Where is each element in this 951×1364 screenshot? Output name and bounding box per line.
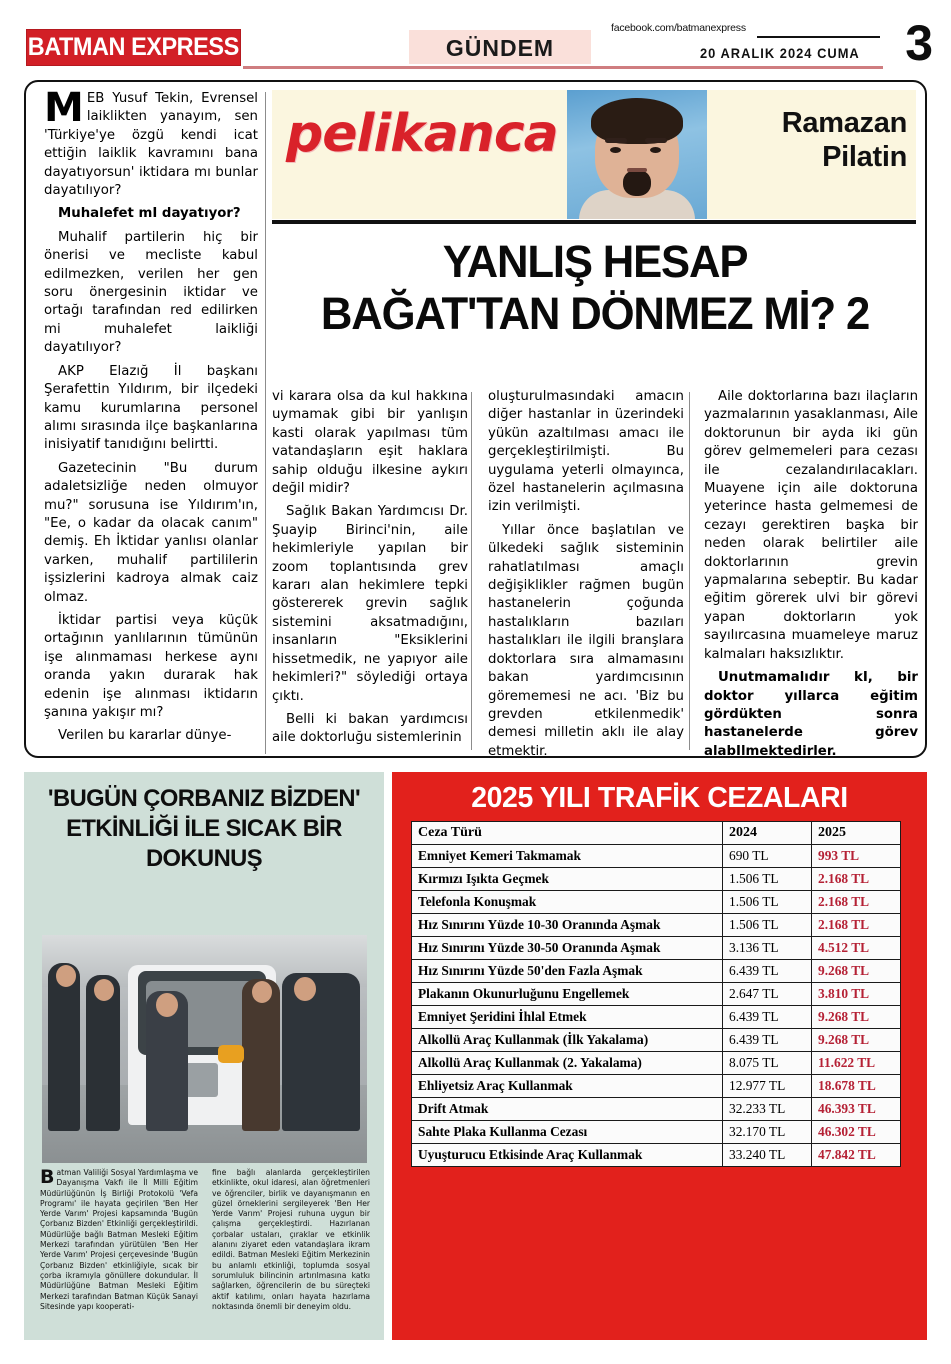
article-body-column-3 (704, 388, 918, 759)
table-row (412, 1075, 901, 1098)
fine-2025-cell: 46.393 TL (812, 1098, 901, 1121)
story-photo-person (48, 963, 80, 1131)
fine-2025-cell: 4.512 TL (812, 937, 901, 960)
article-paragraph: Aile doktorlarına bazı ilaçların yazmalarının yasaklanması, Aile doktorunun bir ayda iki gün görev gelmemeleri para cezası ile cezalandırılacakları. Muayene için aile doktoruna yeterince hasta gelmemesi de cezayı gerektiren başka bir neden olarak belirtiler aile doktorlarının grevin yapmalarına sebeptir. Bu kadar eğitim görerek ulvi bir görevi yapan doktorların yok sayılırcasına muameleye maruz kalmaları haksızlıktır. (704, 389, 918, 662)
fine-2025-cell: 46.302 TL (812, 1121, 901, 1144)
table-header-2025: 2025 (812, 822, 901, 845)
story-caption-column-2 (212, 1168, 370, 1312)
table-row (412, 983, 901, 1006)
caption-dropcap: B (40, 1166, 55, 1188)
table-row (412, 960, 901, 983)
fine-type-cell: Telefonla Konuşmak (412, 891, 723, 914)
fine-type-cell: Hız Sınırını Yüzde 50'den Fazla Aşmak (412, 960, 723, 983)
column-brand-logo: pelikanca (286, 104, 558, 164)
fine-2025-cell: 2.168 TL (812, 914, 901, 937)
fine-2024-cell: 2.647 TL (723, 983, 812, 1006)
table-row (412, 1052, 901, 1075)
fine-2024-cell: 1.506 TL (723, 868, 812, 891)
author-last-name: Pilatin (822, 141, 907, 173)
author-photo-hair (591, 98, 683, 144)
author-name (712, 106, 907, 174)
table-header-row (412, 822, 901, 845)
fine-type-cell: Alkollü Araç Kullanmak (İlk Yakalama) (412, 1029, 723, 1052)
fine-2025-cell: 9.268 TL (812, 1029, 901, 1052)
author-photo-brow-left (605, 138, 627, 143)
article-paragraph: Belli ki bakan yardımcısı aile doktorluğu sistemlerinin (272, 711, 468, 746)
fine-2025-cell: 2.168 TL (812, 891, 901, 914)
opinion-paragraph: Gazetecinin "Bu durum adaletsizliğe neden olmuyor mu?" sorusuna ise Yıldırım'ın, "Ee, o kadar da olacak canım" demiş. Eh İktidar yanlısı olanlar varken, muhalif partililerin işsizlerini kadroya almak caiz olmaz. (44, 460, 258, 605)
banner-underline (272, 220, 916, 224)
caption-text: atman Valiliği Sosyal Yardımlaşma ve Dayanışma Vakfı ile İl Milli Eğitim Müdürlüğünün İş Birliği Protokolü 'Vefa Programı' ile hayata geçirilen 'Ben Her Yerde Varım' Projesi kapsamında 'Bugün Çorbanız Bizden' Etkinliği gerçekleştirildi. Müdürlüğe bağlı Batman Mesleki Eğitim Merkezi tarafından yürütülen 'Ben Her Yerde Varım' Projesi çerçevesinde 'Bugün Çorbanız Bizden' etkinliğiyle, sıcak bir çorba ikramıyla gönüllere dokundular. İl Müdürlüğüne Batman Mesleki Eğitim Merkezi tarafından Batman Küçük Sanayi Sitesinde yapı kooperati- (40, 1168, 198, 1311)
traffic-fines-table (411, 821, 901, 1167)
fine-2025-cell: 2.168 TL (812, 868, 901, 891)
fine-type-cell: Alkollü Araç Kullanmak (2. Yakalama) (412, 1052, 723, 1075)
author-photo-mouth (627, 168, 647, 172)
article-body (272, 388, 918, 759)
story-photo-soup-pot (184, 1063, 218, 1097)
table-row (412, 1006, 901, 1029)
story-photo-person-head (252, 981, 272, 1003)
story-caption (40, 1168, 370, 1312)
article-headline (282, 236, 909, 340)
table-row (412, 1098, 901, 1121)
story-photo-person (282, 973, 360, 1131)
opinion-paragraph: Muhalif partilerin hiç bir önerisi ve mecliste kabul edilmezken, verilen her gen soru önergesinin iktidar ve ortağı tarafından red edilirken mi muhalefet laikliği dayatılıyor? (44, 229, 258, 356)
fine-2025-cell: 47.842 TL (812, 1144, 901, 1167)
author-first-name: Ramazan (781, 107, 907, 139)
fine-2024-cell: 32.170 TL (723, 1121, 812, 1144)
fine-2024-cell: 12.977 TL (723, 1075, 812, 1098)
page-masthead (0, 0, 951, 80)
fine-2025-cell: 9.268 TL (812, 1006, 901, 1029)
story-caption-column-1 (40, 1168, 198, 1312)
story-photo-person-head (294, 977, 316, 1001)
article-paragraph: Yıllar önce başlatılan ve ülkedeki sağlık sisteminin rahatlatılması amaçlı değişiklikler rağmen bugün hastanelerin çoğunda hastalıkların bazıları hastalıkları ile ilgili branşlara doktorlara sıra almamasını bakan yardımcısının görememesi ne acı. 'Biz bu grevden etkilenmedik' demesi milletin aklı ile alay etmektir. (488, 522, 684, 759)
fine-2024-cell: 32.233 TL (723, 1098, 812, 1121)
caption-text: fine bağlı alanlarda gerçekleştirilen etkinlikte, okul idaresi, alan öğretmenleri ve öğrenciler, birlik ve dayanışmanın en güzel örneklerini sergileyerek 'Ben Her Yerde Varım' Projesi ruhuna uygun bir çalışma gerçekleştirdi. Hazırlanan çorbalar ustaları, çıraklar ve etkinlik alanını ziyaret eden vatandaşlara ikram edildi. Batman Mesleki Eğitim Merkezinin bu anlamlı etkinliği, toplumda sosyal sorumluluk bilincinin artırılmasına katkı sağlarken, öğrencilerin de bu süreçteki aktif katılımı, onları hayata hazırlama noktasında önemli bir deneyim oldu. (212, 1168, 370, 1311)
publication-date: 20 ARALIK 2024 CUMA (700, 45, 860, 61)
column-divider-1 (265, 92, 266, 754)
opinion-paragraph: EB Yusuf Tekin, Evrensel laiklikten yanayım, sen 'Türkiye'ye özgü kendi icat ettiğin laiklik kavramını bana dayatıyorsun' iktidara mı bunlar dayatılıyor? (44, 91, 258, 199)
opinion-paragraph: Verilen bu kararlar dünye- (58, 728, 232, 744)
header-rule (243, 66, 883, 69)
table-row (412, 845, 901, 868)
story-photo (42, 935, 367, 1163)
fine-2025-cell: 9.268 TL (812, 960, 901, 983)
story-photo-person-head (156, 993, 178, 1017)
story-photo-soup-bowl (218, 1045, 244, 1063)
fine-type-cell: Emniyet Şeridini İhlal Etmek (412, 1006, 723, 1029)
fine-2024-cell: 6.439 TL (723, 960, 812, 983)
table-header-2024: 2024 (723, 822, 812, 845)
fine-type-cell: Kırmızı Işıkta Geçmek (412, 868, 723, 891)
fine-2024-cell: 1.506 TL (723, 891, 812, 914)
section-label: GÜNDEM (445, 35, 555, 61)
fine-2025-cell: 18.678 TL (812, 1075, 901, 1098)
article-closing-paragraph: Unutmamalıdır kI, bir doktor yıllarca eğitim gördükten sonra hastanelerde görev alabIlmektedirler. (704, 670, 918, 759)
traffic-fines-title: 2025 YILI TRAFİK CEZALARI (471, 782, 848, 814)
story-headline: 'BUGÜN ÇORBANIZ BİZDEN' ETKİNLİĞİ İLE SICAK BİR DOKUNUŞ (47, 785, 361, 872)
fine-type-cell: Hız Sınırını Yüzde 30-50 Oranında Aşmak (412, 937, 723, 960)
author-photo-beard (623, 170, 651, 196)
opinion-dropcap: M (44, 85, 84, 131)
newspaper-logo[interactable] (26, 29, 241, 66)
fine-2025-cell: 993 TL (812, 845, 901, 868)
table-header-name: Ceza Türü (412, 822, 723, 845)
story-photo-person-head (56, 965, 76, 987)
table-row (412, 937, 901, 960)
logo-text: BATMAN EXPRESS (27, 33, 240, 61)
column-banner (272, 90, 916, 219)
fine-2024-cell: 3.136 TL (723, 937, 812, 960)
opinion-column (44, 85, 258, 751)
fine-2024-cell: 33.240 TL (723, 1144, 812, 1167)
headline-line-2: BAĞAT'TAN DÖNMEZ Mİ? 2 (320, 288, 870, 339)
story-photo-person-head (94, 979, 114, 1001)
headline-line-1: YANLIŞ HESAP (442, 236, 748, 287)
author-photo-eye-right (650, 147, 661, 153)
fine-type-cell: Uyuşturucu Etkisinde Araç Kullanmak (412, 1144, 723, 1167)
fine-type-cell: Plakanın Okunurluğunu Engellemek (412, 983, 723, 1006)
fine-2025-cell: 11.622 TL (812, 1052, 901, 1075)
fine-2025-cell: 3.810 TL (812, 983, 901, 1006)
header-short-rule (757, 36, 880, 38)
fine-type-cell: Sahte Plaka Kullanma Cezası (412, 1121, 723, 1144)
article-paragraph: vi karara olsa da kul hakkına uymamak gibi bir yanlışın kasti olarak yapılması tüm vatandaşların eşit haklara sahip olduğu ilkesine aykırı değil midir? (272, 389, 468, 497)
author-photo-brow-right (645, 138, 667, 143)
table-row (412, 1144, 901, 1167)
fine-type-cell: Hız Sınırını Yüzde 10-30 Oranında Aşmak (412, 914, 723, 937)
table-row (412, 868, 901, 891)
facebook-url[interactable]: facebook.com/batmanexpress (611, 22, 746, 34)
opinion-paragraph: İktidar partisi veya küçük ortağının yanlılarının tümünün işe alınmaması herkese aynı oranda yakın durarak hak edenin işe alınması iktidarın şanına yakışır mı? (44, 612, 258, 720)
fine-2024-cell: 1.506 TL (723, 914, 812, 937)
table-body (412, 845, 901, 1167)
table-row (412, 1029, 901, 1052)
table-row (412, 1121, 901, 1144)
fine-type-cell: Drift Atmak (412, 1098, 723, 1121)
fine-2024-cell: 6.439 TL (723, 1029, 812, 1052)
author-photo (567, 90, 707, 219)
opinion-subheading: Muhalefet mI dayatıyor? (58, 206, 241, 222)
table-row (412, 891, 901, 914)
opinion-paragraph: AKP Elazığ İl başkanı Şerafettin Yıldırım, bir ilçedeki kamu kurumlarına personel alımı sırasında ilçe başkanlarına inisiyatif tanıdığını belirtti. (44, 363, 258, 453)
fine-type-cell: Ehliyetsiz Araç Kullanmak (412, 1075, 723, 1098)
fine-type-cell: Emniyet Kemeri Takmamak (412, 845, 723, 868)
fine-2024-cell: 690 TL (723, 845, 812, 868)
table-row (412, 914, 901, 937)
article-paragraph: oluşturulmasındaki amacın diğer hastanlar in üzerindeki yükün azaltılması amacı ile gerçekleştirilmişti. Bu uygulama yeterli olmayınca, özel hastanelerin açılmasına izin verilmişti. (488, 389, 684, 515)
article-body-column-2 (488, 388, 704, 759)
author-photo-eye-left (610, 147, 621, 153)
fine-2024-cell: 6.439 TL (723, 1006, 812, 1029)
page-number: 3 (905, 15, 933, 71)
article-body-column-1 (272, 388, 488, 750)
article-paragraph: Sağlık Bakan Yardımcısı Dr. Şuayip Birinci'nin, aile hekimleriyle yapılan bir zoom toplantısında grev kararı alan hekimlere tepki göstererek grevin sağlık sistemini aksatmadığını, insanların "Eksiklerini hissetmedik, ne yapıyor aile hekimleri?" söylediği ortaya çıktı. (272, 504, 468, 704)
fine-2024-cell: 8.075 TL (723, 1052, 812, 1075)
